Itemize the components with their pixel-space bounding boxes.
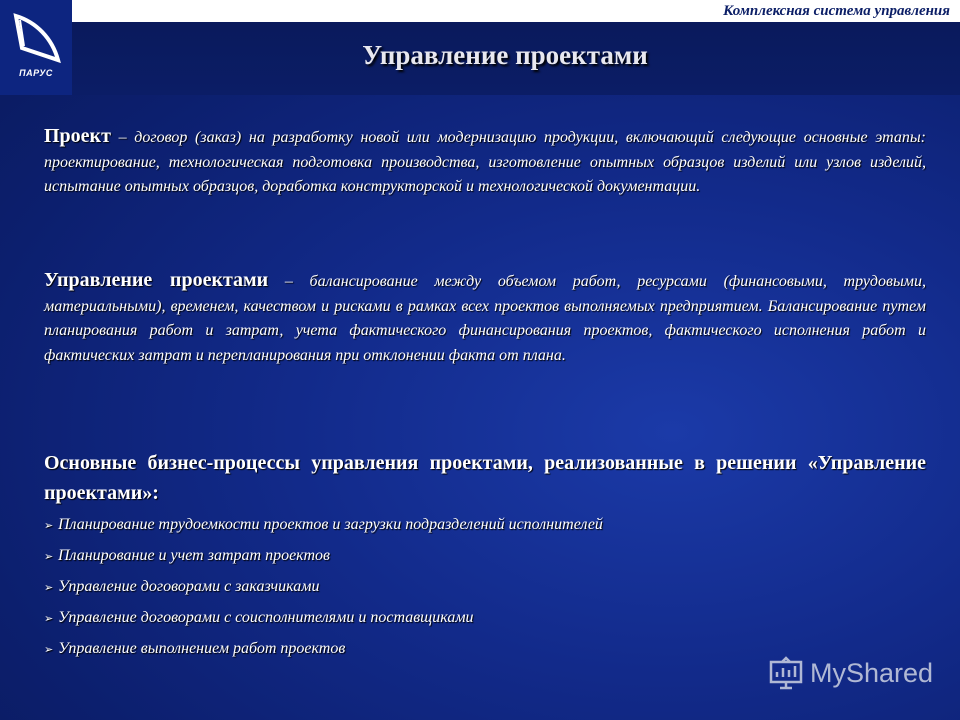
list-item-text: Управление выполнением работ проектов xyxy=(58,640,346,657)
presentation-icon xyxy=(768,656,804,690)
list-item xyxy=(44,607,926,638)
list-item xyxy=(44,514,926,545)
list-item-text: Управление договорами с заказчиками xyxy=(58,578,320,595)
watermark-text: MyShared xyxy=(810,657,934,688)
list-item-text: Планирование и учет затрат проектов xyxy=(58,547,330,564)
list-item-text: Планирование трудоемкости проектов и загрузки подразделений исполнителей xyxy=(58,516,603,533)
list-item xyxy=(44,545,926,576)
logo-text: ПАРУС xyxy=(19,68,53,78)
processes-list xyxy=(44,514,926,669)
definition-project-management xyxy=(44,268,926,368)
processes-heading: Основные бизнес-процессы управления проектами, реализованные в решении «Управление проектами»: xyxy=(44,452,926,504)
definition-term: Проект xyxy=(44,125,111,147)
page-title: Управление проектами xyxy=(362,40,648,70)
top-bar xyxy=(72,0,960,22)
definition-text: – договор (заказ) на разработку новой или модернизацию продукции, включающий следующие основные этапы: проектирование, технологическая подготовка производства, изготовление опытных образцов изделий или узлов изделий, испытание опытных образцов, доработка конструкторской и технологической документации. xyxy=(44,129,926,195)
list-item xyxy=(44,576,926,607)
arrow-bullet-icon: ➢ xyxy=(44,613,54,625)
arrow-bullet-icon: ➢ xyxy=(44,551,54,563)
company-tag: Комплексная система управления xyxy=(723,3,950,19)
definition-term: Управление проектами xyxy=(44,269,269,291)
sail-logo-icon xyxy=(6,8,66,68)
arrow-bullet-icon: ➢ xyxy=(44,520,54,532)
watermark xyxy=(768,656,933,690)
arrow-bullet-icon: ➢ xyxy=(44,582,54,594)
list-item-text: Управление договорами с соисполнителями и поставщиками xyxy=(58,609,474,626)
logo xyxy=(0,0,72,95)
arrow-bullet-icon: ➢ xyxy=(44,644,54,656)
definition-project xyxy=(44,124,926,200)
definition-text: – балансирование между объемом работ, ресурсами (финансовыми, трудовыми, материальными), временем, качеством и рисками в рамках всех проектов выполняемых предприятием. Балансирование путем планирования работ и затрат, учета фактического финансирования проектов, фактического исполнения работ и фактических затрат и перепланирования при отклонении факта от плана. xyxy=(44,273,926,364)
